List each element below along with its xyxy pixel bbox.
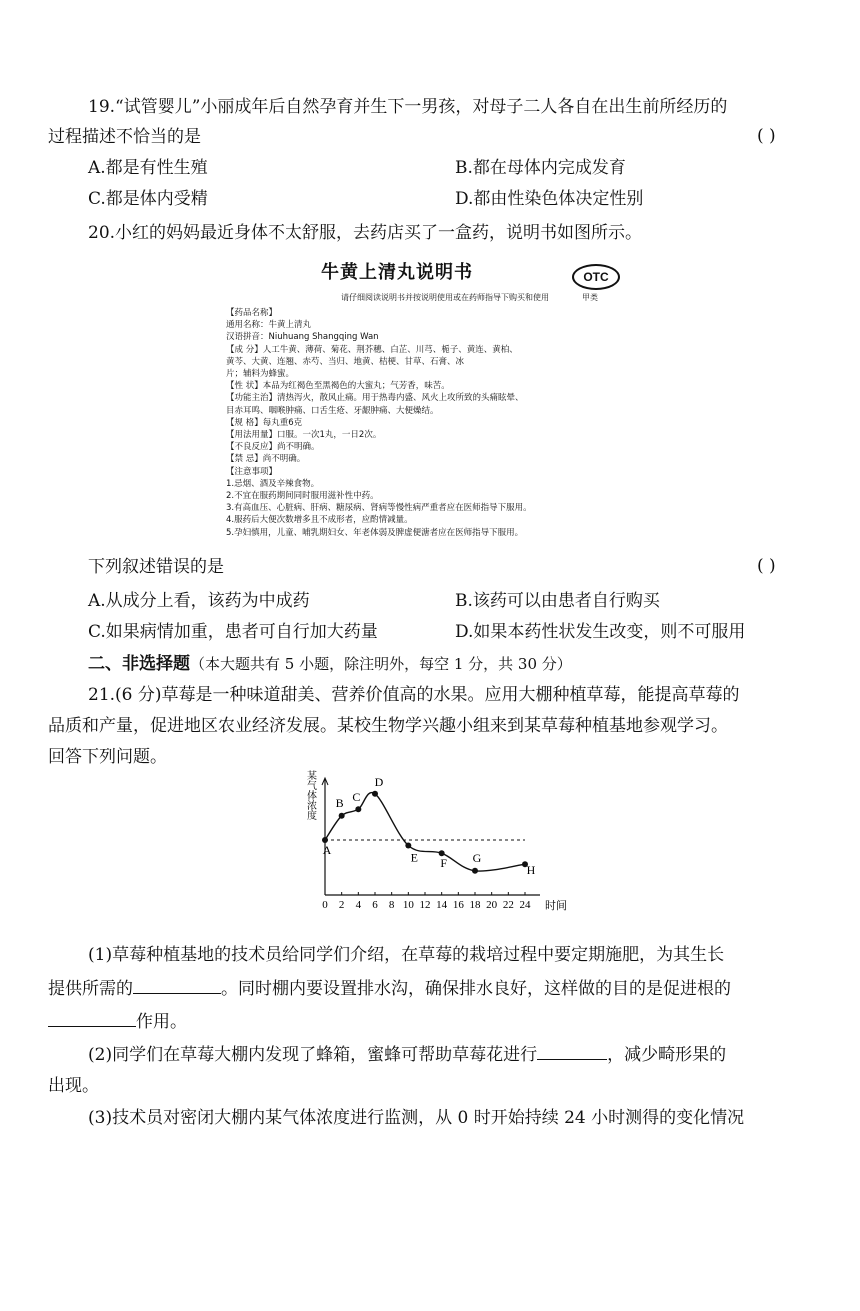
q21-p3-line1: (3)技术员对密闭大棚内某气体浓度进行监测，从 0 时开始持续 24 小时测得的变化情况 [88, 1108, 745, 1128]
q21-p1-text-a: 提供所需的 [48, 979, 133, 999]
leaflet-row: 黄芩、大黄、连翘、赤芍、当归、地黄、桔梗、甘草、石膏、冰 [226, 356, 465, 367]
leaflet-row: 5.孕妇慎用，儿童、哺乳期妇女、年老体弱及脾虚便溏者应在医师指导下服用。 [226, 527, 524, 538]
q21-p1-text-c: 作用。 [136, 1012, 187, 1032]
q21-p2-text-a: (2)同学们在草莓大棚内发现了蜂箱，蜜蜂可帮助草莓花进行 [88, 1045, 538, 1065]
x-axis-label: 时间 [545, 900, 567, 912]
q21-p1-line3 [48, 1010, 187, 1033]
point-label-b: B [335, 795, 344, 810]
data-point-e [405, 843, 411, 849]
q19-stem-line2: 过程描述不恰当的是 [48, 127, 201, 147]
leaflet-row: 1.忌烟、酒及辛辣食物。 [226, 478, 320, 489]
leaflet-row: 【规 格】每丸重6克 [226, 417, 303, 428]
q20-answer-paren: ( ) [757, 556, 776, 576]
q19-option-a: A.都是有性生殖 [88, 158, 208, 178]
leaflet-subtitle: 请仔细阅读说明书并按说明使用或在药师指导下购买和使用 [341, 293, 549, 302]
answer-blank-1[interactable] [133, 977, 221, 994]
q21-stem-line1: 21.(6 分)草莓是一种味道甜美、营养价值高的水果。应用大棚种植草莓，能提高草莓的 [88, 685, 740, 705]
q19-answer-paren: ( ) [757, 126, 776, 146]
x-tick-label: 6 [372, 899, 378, 911]
data-point-d [372, 791, 378, 797]
q20-question: 下列叙述错误的是 [88, 557, 224, 577]
data-point-b [339, 813, 345, 819]
section-note: （本大题共有 5 小题，除注明外，每空 1 分，共 30 分） [190, 655, 572, 673]
q20-option-b: B.该药可以由患者自行购买 [455, 591, 660, 611]
data-point-g [472, 868, 478, 874]
section-title: 二、非选择题 [88, 654, 190, 674]
q20-option-a: A.从成分上看，该药为中成药 [88, 591, 310, 611]
x-tick-label: 18 [469, 899, 481, 911]
q19-option-d: D.都由性染色体决定性别 [455, 189, 644, 209]
q21-stem-line2: 品质和产量，促进地区农业经济发展。某校生物学兴趣小组来到某草莓种植基地参观学习。 [48, 716, 728, 736]
leaflet-row: 4.服药后大便次数增多且不成形者，应酌情减量。 [226, 515, 413, 526]
x-tick-label: 16 [452, 899, 464, 911]
q21-p2-text-b: ，减少畸形果的 [607, 1045, 727, 1065]
q19-option-c: C.都是体内受精 [88, 189, 208, 209]
point-label-e: E [410, 850, 419, 865]
q21-p1-text-b: 。同时棚内要设置排水沟，确保排水良好，这样做的目的是促进根的 [221, 979, 731, 999]
q20-stem: 20.小红的妈妈最近身体不太舒服，去药店买了一盒药，说明书如图所示。 [88, 223, 643, 243]
y-axis-label: 某气体浓度 [304, 770, 316, 820]
point-label-a: A [322, 843, 332, 857]
leaflet-row: 2.不宜在服药期间同时服用滋补性中药。 [226, 491, 379, 501]
point-label-g: G [472, 850, 482, 865]
q21-stem-line3: 回答下列问题。 [48, 747, 167, 767]
x-tick-label: 8 [388, 899, 395, 911]
leaflet-row: 【性 状】本品为红褐色至黑褐色的大蜜丸；气芳香，味苦。 [226, 381, 450, 392]
point-label-f: F [440, 856, 448, 871]
q20-option-c: C.如果病情加重，患者可自行加大药量 [88, 622, 378, 642]
q21-p2-line1 [88, 1043, 726, 1066]
x-tick-label: 14 [436, 899, 448, 911]
leaflet-row: 【功能主治】清热泻火，散风止痛。用于热毒内盛、风火上攻所致的头痛眩晕、 [226, 393, 524, 404]
point-label-c: C [352, 790, 361, 805]
leaflet-row: 汉语拼音：Niuhuang Shangqing Wan [226, 332, 379, 343]
medicine-leaflet [226, 256, 626, 544]
point-label-h: H [526, 863, 536, 878]
section-heading [88, 653, 572, 675]
q21-p1-line2 [48, 977, 731, 1000]
leaflet-row: 【不良反应】尚不明确。 [226, 442, 320, 453]
chart-axes [305, 769, 568, 912]
x-tick-label: 0 [322, 899, 328, 911]
q20-option-d: D.如果本药性状发生改变，则不可服用 [455, 622, 746, 642]
gas-concentration-chart [300, 770, 567, 925]
x-tick-label: 2 [338, 899, 345, 911]
x-tick-label: 22 [502, 899, 514, 911]
leaflet-row: 【药品名称】 [226, 308, 278, 318]
leaflet-row: 目赤耳鸣、咽喉肿痛、口舌生疮、牙龈肿痛、大便燥结。 [226, 405, 439, 416]
leaflet-row: 3.有高血压、心脏病、肝病、糖尿病、肾病等慢性病严重者应在医师指导下服用。 [226, 503, 532, 514]
otc-category: 甲类 [582, 293, 598, 302]
x-tick-label: 24 [519, 899, 531, 911]
concentration-curve [322, 793, 525, 872]
q19-stem-line1: 19.“试管婴儿”小丽成年后自然孕育并生下一男孩，对母子二人各自在出生前所经历的 [88, 97, 728, 117]
data-point-c [355, 806, 361, 812]
leaflet-row: 【注意事项】 [226, 466, 278, 477]
x-tick-label: 10 [402, 899, 414, 911]
answer-blank-3[interactable] [537, 1043, 607, 1060]
leaflet-row: 【禁 忌】尚不明确。 [226, 454, 306, 465]
x-tick-label: 20 [486, 899, 498, 911]
leaflet-row: 【用法用量】口服。一次1丸，一日2次。 [226, 430, 382, 440]
leaflet-row: 通用名称：牛黄上清丸 [226, 320, 312, 331]
leaflet-row: 【成 分】人工牛黄、薄荷、菊花、荆芥穗、白芷、川芎、栀子、黄连、黄柏、 [226, 344, 518, 355]
x-tick-label: 12 [419, 899, 431, 911]
x-tick-label: 4 [355, 899, 362, 911]
chart-marks [322, 775, 536, 877]
leaflet-title: 牛黄上清丸说明书 [321, 262, 473, 283]
answer-blank-2[interactable] [48, 1010, 136, 1027]
q19-option-b: B.都在母体内完成发育 [455, 158, 626, 178]
q21-p1-line1: (1)草莓种植基地的技术员给同学们介绍，在草莓的栽培过程中要定期施肥，为其生长 [88, 945, 725, 965]
point-label-d: D [374, 774, 384, 789]
q21-p2-line2: 出现。 [48, 1076, 99, 1096]
leaflet-row: 片；辅料为蜂蜜。 [226, 369, 295, 379]
otc-badge: OTC [572, 264, 620, 290]
